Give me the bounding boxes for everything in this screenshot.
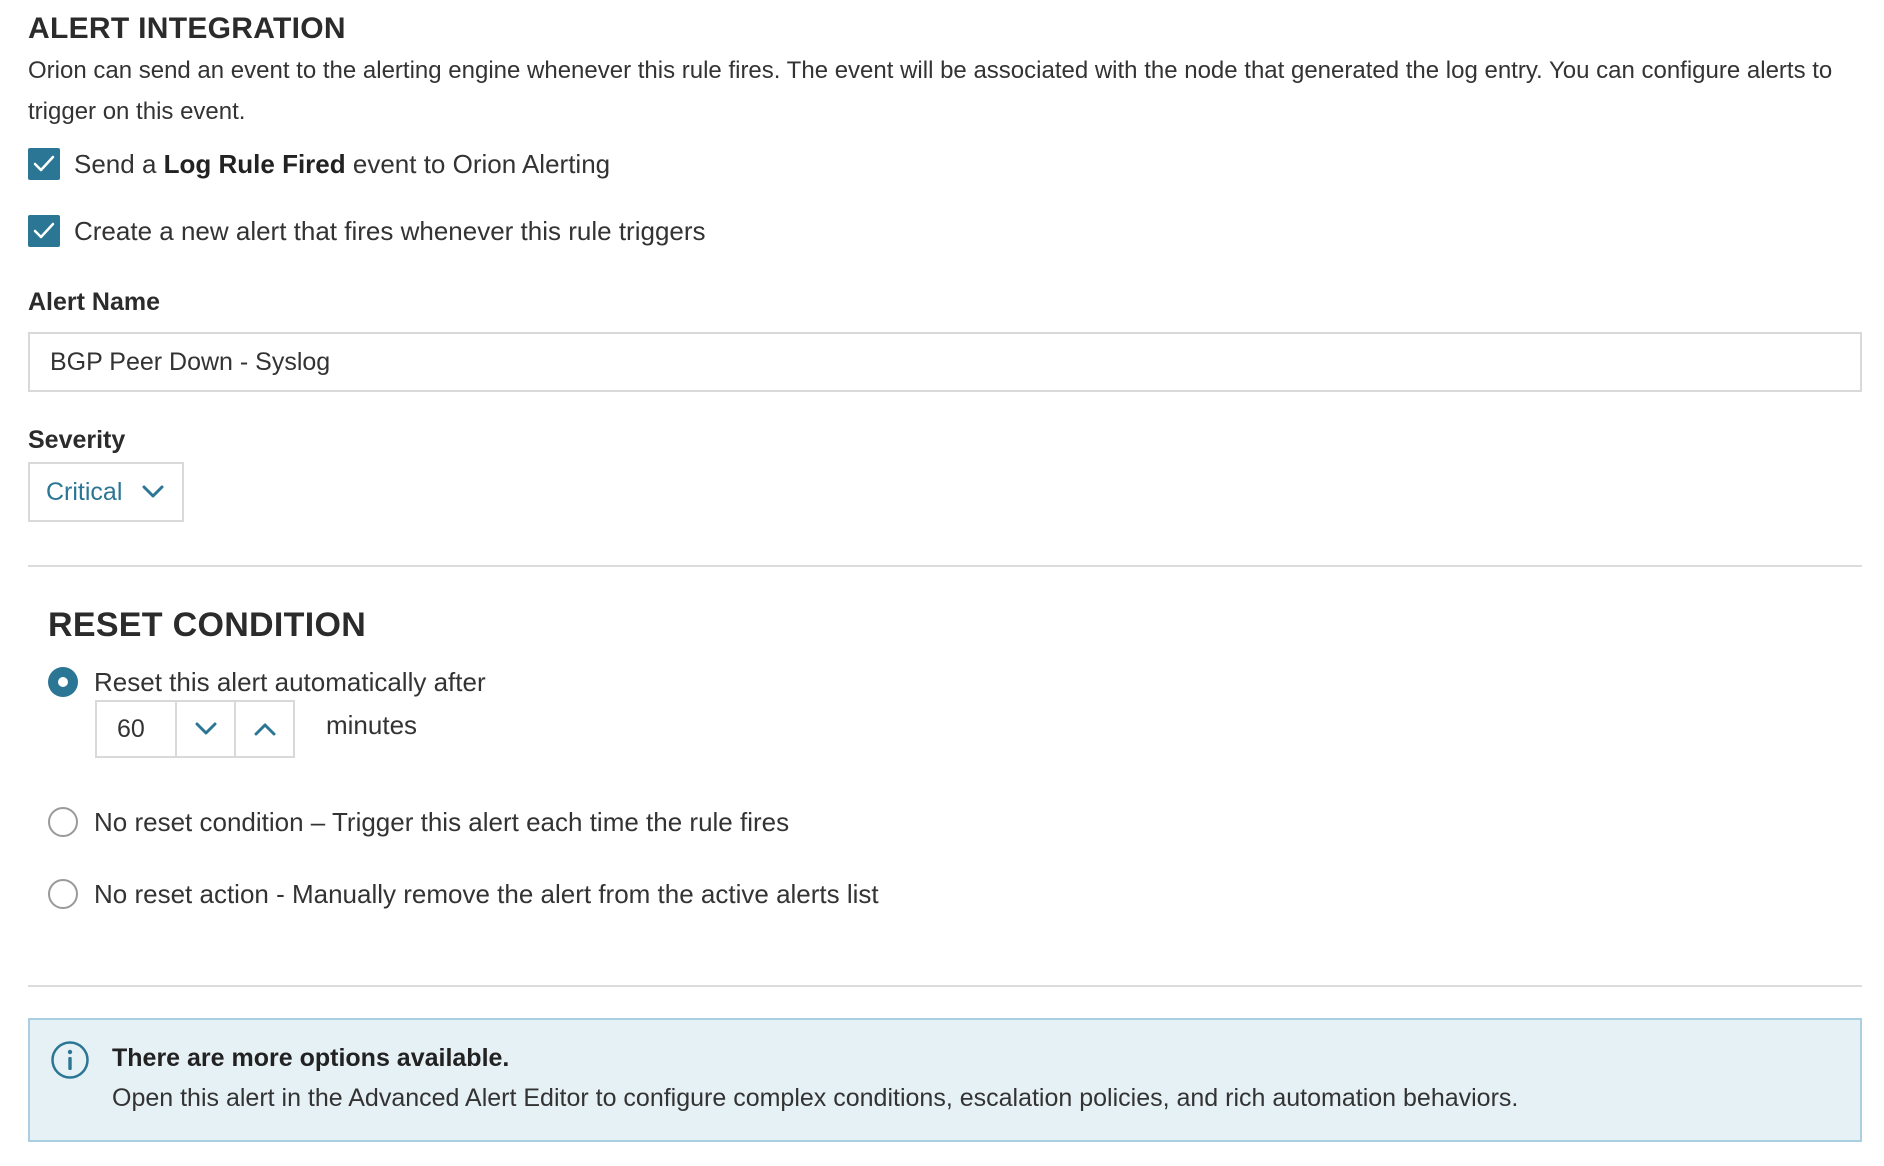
section-divider	[28, 985, 1862, 987]
chevron-up-icon	[254, 722, 276, 736]
decrement-button[interactable]	[177, 702, 236, 756]
severity-selected-value: Critical	[46, 477, 123, 506]
alert-name-label: Alert Name	[28, 288, 160, 316]
severity-select[interactable]	[28, 462, 184, 522]
increment-button[interactable]	[236, 702, 293, 756]
minutes-input[interactable]	[97, 702, 177, 756]
no-reset-action-radio[interactable]	[48, 879, 78, 909]
chevron-down-icon	[142, 485, 164, 499]
checkmark-icon	[33, 155, 55, 173]
alert-integration-description: Orion can send an event to the alerting engine whenever this rule fires. The event will be associated with the node that generated the log entry. You can configure alerts to trigger on this event.	[28, 57, 1833, 125]
more-options-info-box	[28, 1018, 1862, 1142]
send-event-label-suffix: event to Orion Alerting	[345, 148, 611, 179]
no-reset-condition-label: No reset condition – Trigger this alert each time the rule fires	[94, 806, 790, 837]
chevron-down-icon	[195, 722, 217, 736]
send-event-label-bold: Log Rule Fired	[163, 148, 346, 179]
info-title: There are more options available.	[112, 1044, 510, 1072]
create-alert-label: Create a new alert that fires whenever this rule triggers	[74, 215, 706, 246]
info-icon	[50, 1040, 90, 1080]
no-reset-condition-radio[interactable]	[48, 807, 78, 837]
alert-integration-title: ALERT INTEGRATION	[28, 12, 346, 45]
checkmark-icon	[33, 222, 55, 240]
create-alert-checkbox[interactable]	[28, 215, 60, 247]
section-divider	[28, 565, 1862, 567]
no-reset-action-option[interactable]	[48, 877, 879, 911]
alert-name-input[interactable]	[28, 332, 1862, 392]
reset-auto-option[interactable]	[48, 665, 486, 699]
reset-auto-radio[interactable]	[48, 667, 78, 697]
minutes-stepper[interactable]	[95, 700, 295, 758]
no-reset-condition-option[interactable]	[48, 805, 789, 839]
severity-label: Severity	[28, 426, 126, 454]
send-event-checkbox[interactable]	[28, 148, 60, 180]
create-alert-checkbox-row[interactable]	[28, 215, 706, 247]
send-event-label-prefix: Send a	[74, 148, 164, 179]
no-reset-action-label: No reset action - Manually remove the alert from the active alerts list	[94, 878, 879, 909]
send-event-checkbox-row[interactable]	[28, 148, 610, 180]
info-text: Open this alert in the Advanced Alert Editor to configure complex conditions, escalation policies, and rich automation behaviors.	[112, 1084, 1519, 1112]
reset-auto-label: Reset this alert automatically after	[94, 666, 486, 697]
reset-condition-title: RESET CONDITION	[48, 606, 367, 644]
minutes-unit-label: minutes	[326, 710, 418, 740]
send-event-label	[74, 149, 610, 180]
